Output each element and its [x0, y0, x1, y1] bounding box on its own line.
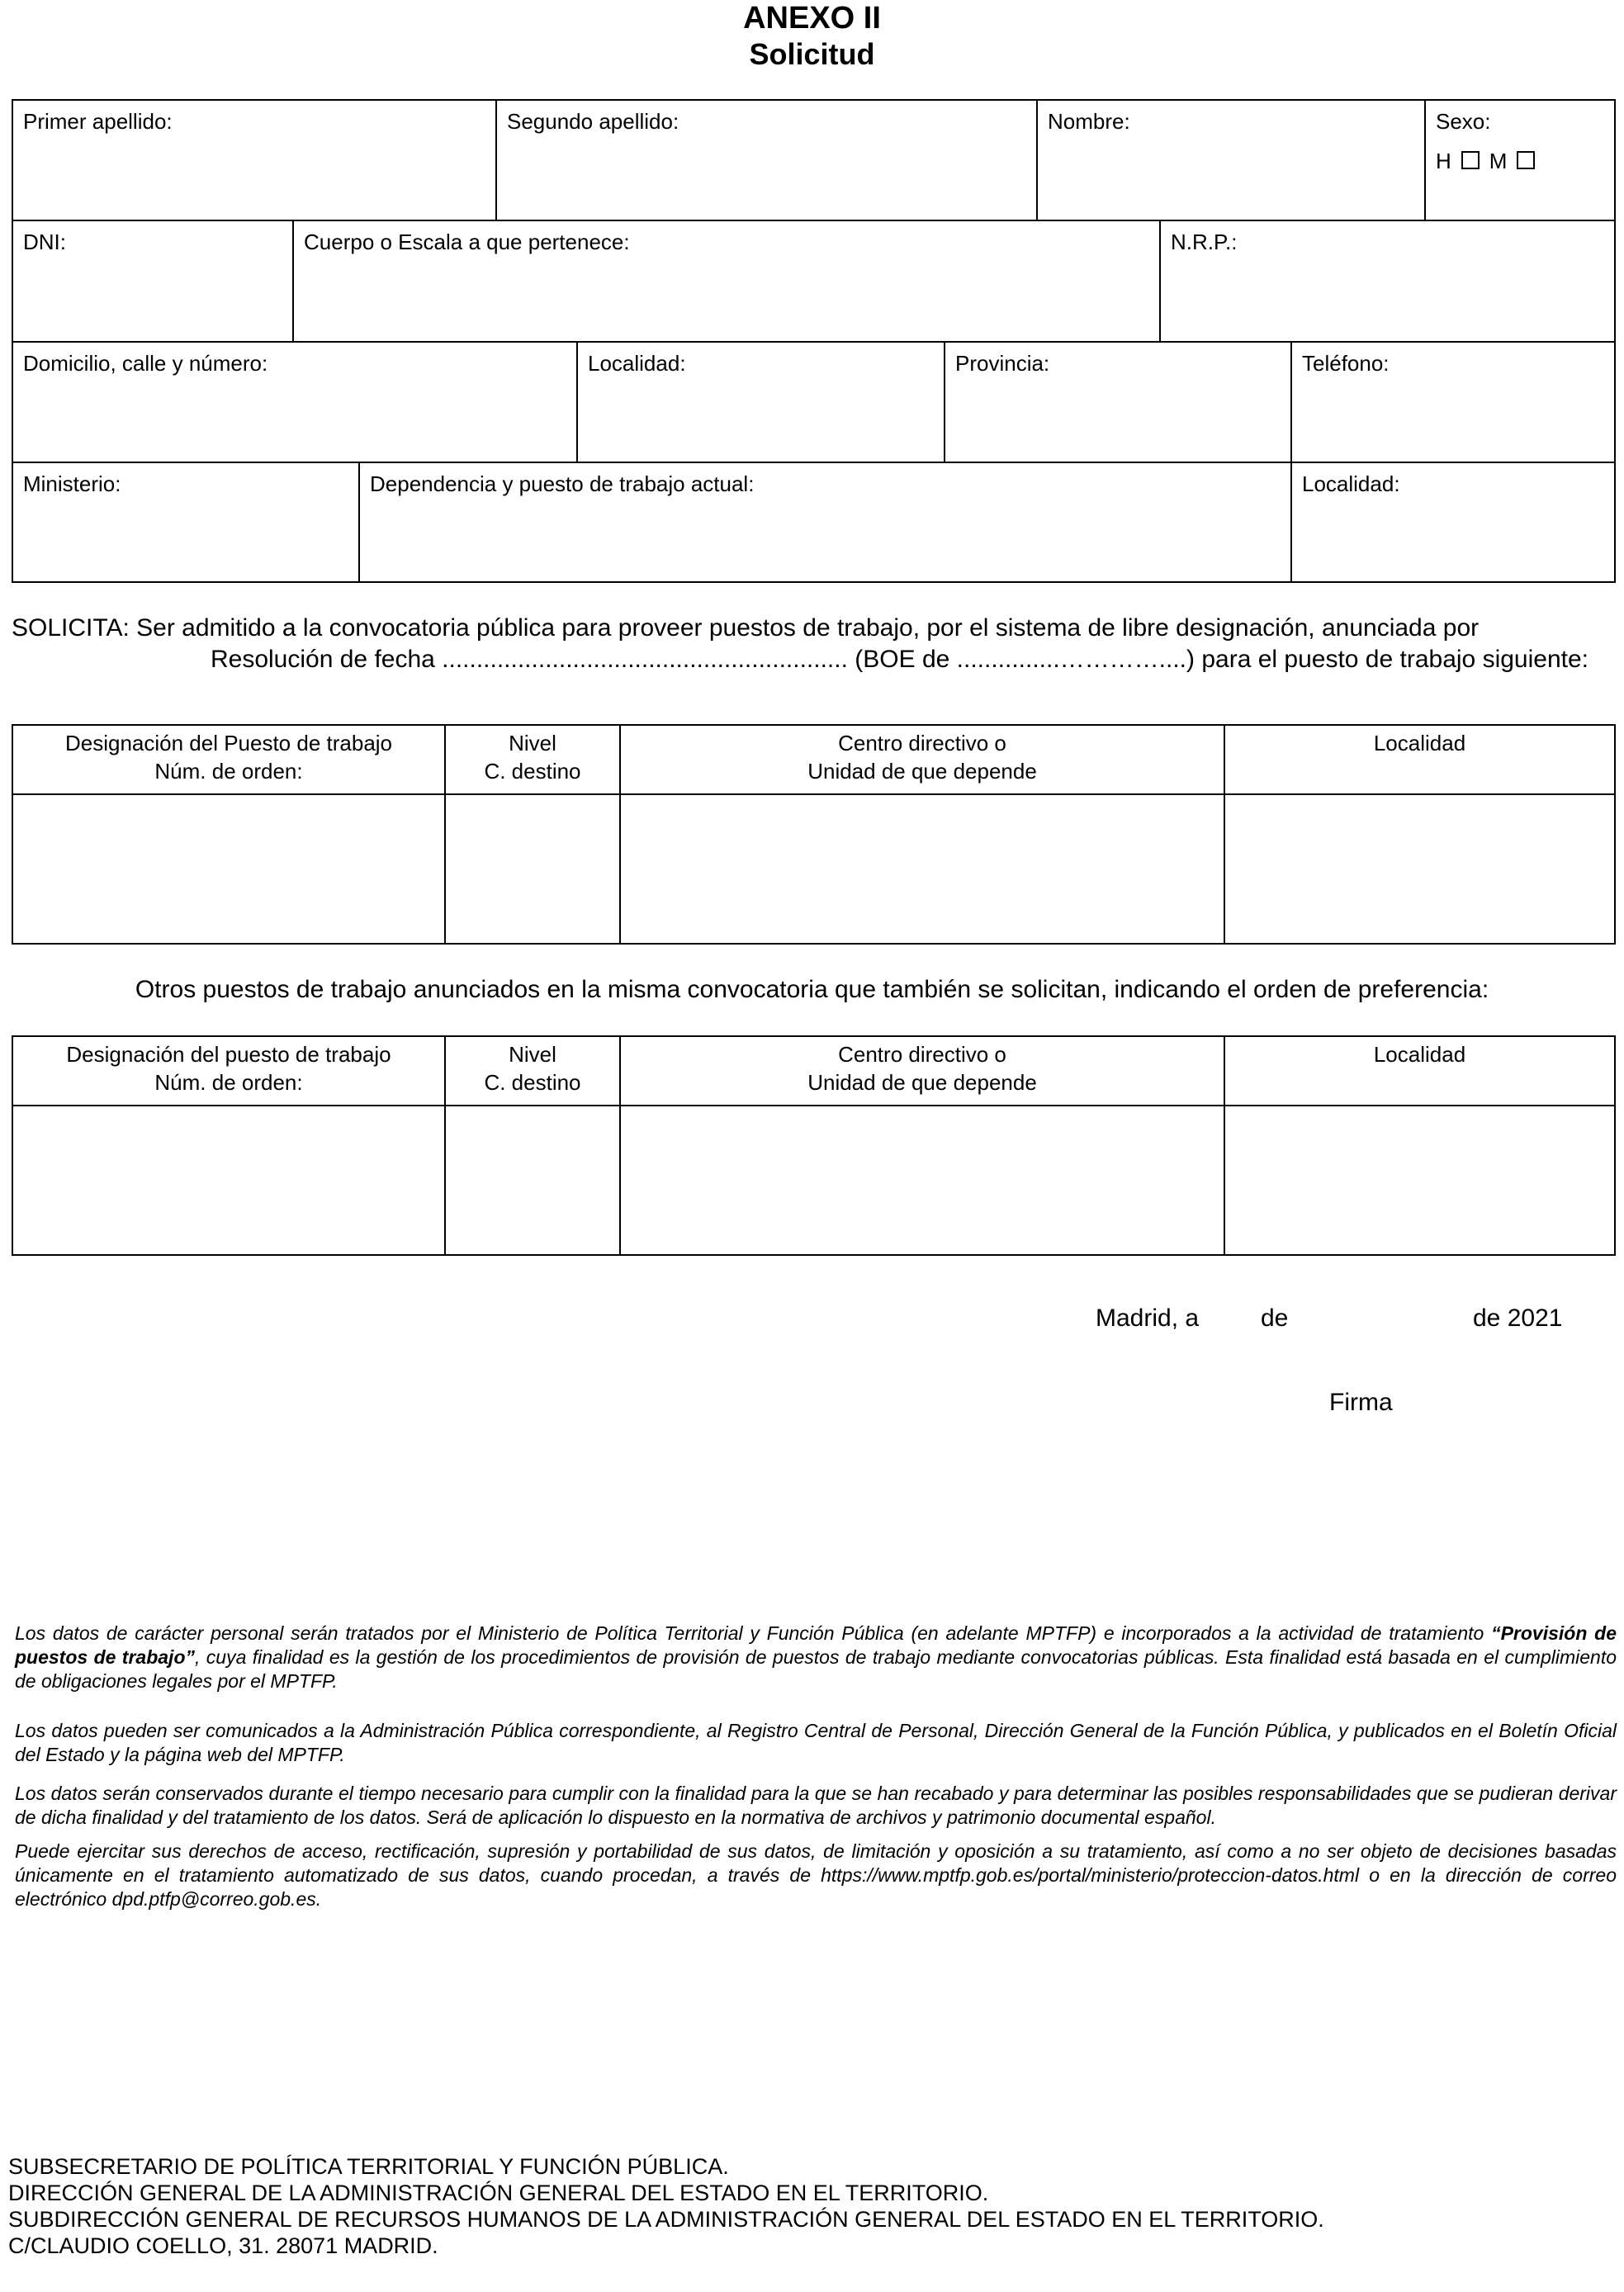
header-localidad-2: [1225, 1037, 1614, 1106]
label-primer-apellido: Primer apellido:: [23, 109, 173, 134]
header-nivel-line-1: Nivel: [509, 731, 556, 755]
header-designacion-line-1: Designación del Puesto de trabajo: [64, 731, 393, 755]
legal-p1-c: , cuya finalidad es la gestión de los procedimientos de provisión de puestos de trabajo mediante convocatorias públicas. Esta finalidad está basada en el cumplimiento de obligaciones legales por el MPTFP.: [15, 1646, 1617, 1692]
label-localidad-domicilio: Localidad:: [588, 351, 686, 376]
header-designacion-2-line-2: Núm. de orden:: [154, 1070, 303, 1095]
field-localidad-trabajo[interactable]: [1292, 463, 1614, 581]
field-domicilio[interactable]: [13, 343, 578, 463]
input-localidad-2[interactable]: [1225, 1106, 1614, 1254]
label-sexo: Sexo:: [1436, 109, 1491, 134]
header-centro-line-2: Unidad de que depende: [807, 759, 1037, 784]
field-segundo-apellido[interactable]: [497, 101, 1038, 221]
legal-paragraph-4: Puede ejercitar sus derechos de acceso, rectificación, supresión y portabilidad de sus datos, de limitación y oposición a su tratamiento, así como a no ser objeto de decisiones basadas únicamente en el tratamiento automatizado de sus datos, cuando procedan, a través de https://www.mptfp.gob.es/portal/ministerio/proteccion-datos.html o en la dirección de correo electrónico dpd.ptfp@correo.gob.es.: [15, 1840, 1617, 1910]
header-nivel: [446, 726, 621, 795]
header-nivel-2: [446, 1037, 621, 1106]
legal-p1-b: “Provisión de puestos de trabajo”: [15, 1622, 1617, 1668]
header-centro-directivo-2: [621, 1037, 1225, 1106]
otros-puestos-table: [12, 1035, 1616, 1256]
checkbox-sexo-m[interactable]: [1517, 151, 1535, 169]
field-cuerpo-escala[interactable]: [294, 221, 1161, 343]
date-year: de 2021: [1473, 1305, 1563, 1332]
field-dependencia[interactable]: [360, 463, 1292, 581]
label-provincia: Provincia:: [955, 351, 1050, 376]
personal-data-table: [12, 99, 1616, 583]
field-localidad-domicilio[interactable]: [578, 343, 945, 463]
solicita-paragraph: [12, 613, 1588, 675]
header-designacion-line-2: Núm. de orden:: [154, 759, 303, 784]
legal-paragraph-2: Los datos pueden ser comunicados a la Administración Pública correspondiente, al Registro Central de Personal, Dirección General de la Función Pública, y publicados en el Boletín Oficial del Estado y la página web del MPTFP.: [15, 1720, 1617, 1765]
header-nivel-2-line-1: Nivel: [509, 1042, 556, 1067]
field-nombre[interactable]: [1038, 101, 1426, 221]
header-designacion: [13, 726, 446, 795]
input-centro-directivo[interactable]: [621, 795, 1225, 943]
date-madrid: Madrid, a: [1096, 1305, 1200, 1332]
input-nivel[interactable]: [446, 795, 621, 943]
header-localidad-text: Localidad: [1373, 731, 1466, 755]
header-nivel-2-line-2: C. destino: [484, 1070, 581, 1095]
label-domicilio: Domicilio, calle y número:: [23, 351, 268, 376]
date-de: de: [1261, 1305, 1289, 1332]
header-designacion-2: [13, 1037, 446, 1106]
field-telefono[interactable]: [1292, 343, 1614, 463]
header-centro-line-1: Centro directivo o: [838, 731, 1006, 755]
document-subtitle: Solicitud: [749, 37, 875, 71]
document-title: ANEXO II: [743, 1, 881, 36]
firma-label: Firma: [1329, 1389, 1393, 1416]
header-localidad: [1225, 726, 1614, 795]
input-designacion[interactable]: [13, 795, 446, 943]
field-ministerio[interactable]: [13, 463, 360, 581]
legal-paragraph-1: [15, 1622, 1617, 1693]
input-nivel-2[interactable]: [446, 1106, 621, 1254]
header-centro-2-line-1: Centro directivo o: [838, 1042, 1006, 1067]
label-dependencia: Dependencia y puesto de trabajo actual:: [370, 471, 755, 496]
label-segundo-apellido: Segundo apellido:: [507, 109, 679, 134]
field-dni[interactable]: [13, 221, 294, 343]
solicita-line-1: SOLICITA: Ser admitido a la convocatoria pública para proveer puestos de trabajo, por el sistema de libre designación, anunciada por: [12, 614, 1480, 642]
solicita-line-2: Resolución de fecha ........................................................... (BOE de ...............…………....) para el puesto de trabajo siguiente:: [210, 646, 1588, 673]
checkbox-sexo-h[interactable]: [1461, 151, 1480, 169]
label-cuerpo-escala: Cuerpo o Escala a que pertenece:: [304, 230, 630, 254]
label-ministerio: Ministerio:: [23, 471, 121, 496]
footer-address: [8, 2153, 1324, 2259]
field-sexo: [1426, 101, 1614, 221]
footer-line-1: SUBSECRETARIO DE POLÍTICA TERRITORIAL Y FUNCIÓN PÚBLICA.: [8, 2154, 729, 2179]
label-sexo-h: H: [1436, 149, 1451, 173]
header-nivel-line-2: C. destino: [484, 759, 581, 784]
label-nombre: Nombre:: [1048, 109, 1130, 134]
header-localidad-2-text: Localidad: [1373, 1042, 1466, 1067]
field-primer-apellido[interactable]: [13, 101, 497, 221]
input-localidad[interactable]: [1225, 795, 1614, 943]
footer-line-4: C/CLAUDIO COELLO, 31. 28071 MADRID.: [8, 2233, 438, 2258]
legal-p1-a: Los datos de carácter personal serán tratados por el Ministerio de Política Territorial y Función Pública (en adelante MPTFP) e incorporados a la actividad de tratamiento: [15, 1622, 1492, 1644]
footer-line-2: DIRECCIÓN GENERAL DE LA ADMINISTRACIÓN GENERAL DEL ESTADO EN EL TERRITORIO.: [8, 2181, 989, 2205]
legal-paragraph-3: Los datos serán conservados durante el tiempo necesario para cumplir con la finalidad para la que se han recabado y para determinar las posibles responsabilidades que se pudieran derivar de dicha finalidad y del tratamiento de los datos. Será de aplicación lo dispuesto en la normativa de archivos y patrimonio documental español.: [15, 1783, 1617, 1828]
label-nrp: N.R.P.:: [1171, 230, 1238, 254]
header-designacion-2-line-1: Designación del puesto de trabajo: [66, 1042, 391, 1067]
input-centro-directivo-2[interactable]: [621, 1106, 1225, 1254]
otros-puestos-text: Otros puestos de trabajo anunciados en la misma convocatoria que también se solicitan, indicando el orden de preferencia:: [135, 976, 1489, 1003]
footer-line-3: SUBDIRECCIÓN GENERAL DE RECURSOS HUMANOS DE LA ADMINISTRACIÓN GENERAL DEL ESTADO EN EL TERRITORIO.: [8, 2207, 1324, 2232]
header-centro-2-line-2: Unidad de que depende: [807, 1070, 1037, 1095]
field-nrp[interactable]: [1161, 221, 1614, 343]
puesto-table: [12, 724, 1616, 945]
label-localidad-trabajo: Localidad:: [1302, 471, 1400, 496]
header-centro-directivo: [621, 726, 1225, 795]
label-sexo-m: M: [1489, 149, 1508, 173]
field-provincia[interactable]: [945, 343, 1292, 463]
label-telefono: Teléfono:: [1302, 351, 1390, 376]
label-dni: DNI:: [23, 230, 66, 254]
input-designacion-2[interactable]: [13, 1106, 446, 1254]
